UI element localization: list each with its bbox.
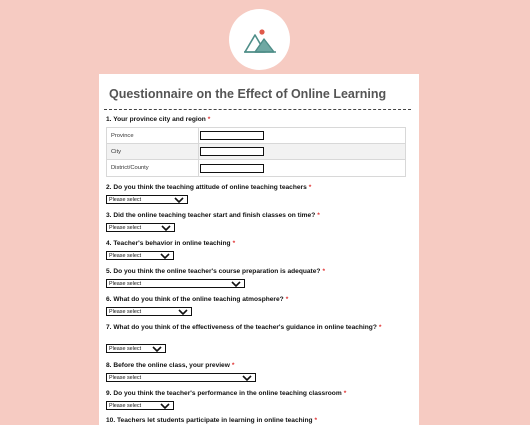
- question-5: 5. Do you think the online teacher's course preparation is adequate? *: [106, 268, 326, 275]
- address-row-province: [107, 128, 405, 144]
- title-divider: [104, 109, 411, 110]
- chevron-down-icon: [160, 403, 170, 409]
- province-input[interactable]: [200, 131, 264, 140]
- form-logo: [229, 9, 290, 70]
- chevron-down-icon: [174, 197, 184, 203]
- chevron-down-icon: [152, 346, 162, 352]
- address-table: [106, 127, 406, 177]
- question-8: 8. Before the online class, your preview *: [106, 362, 235, 369]
- mountain-logo-icon: [243, 27, 277, 53]
- question-2-select[interactable]: Please select: [106, 195, 188, 204]
- question-1: 1. Your province city and region *: [106, 116, 211, 123]
- address-row-city: [107, 144, 405, 160]
- chevron-down-icon: [178, 309, 188, 315]
- question-5-select[interactable]: Please select: [106, 279, 245, 288]
- chevron-down-icon: [161, 225, 171, 231]
- district-label: District/County: [107, 160, 199, 176]
- chevron-down-icon: [242, 375, 252, 381]
- required-mark: *: [207, 116, 211, 123]
- form-title: Questionnaire on the Effect of Online Learning: [109, 87, 387, 101]
- question-6: 6. What do you think of the online teaching atmosphere? *: [106, 296, 289, 303]
- question-6-select[interactable]: Please select: [106, 307, 192, 316]
- question-7: 7. What do you think of the effectiveness of the teacher's guidance in online teaching? *: [106, 324, 382, 331]
- question-7-select[interactable]: Please select: [106, 344, 166, 353]
- district-input[interactable]: [200, 164, 264, 173]
- chevron-down-icon: [231, 281, 241, 287]
- question-3: 3. Did the online teaching teacher start and finish classes on time? *: [106, 212, 320, 219]
- chevron-down-icon: [160, 253, 170, 259]
- province-label: Province: [107, 128, 199, 143]
- city-label: City: [107, 144, 199, 159]
- address-row-district: [107, 160, 405, 176]
- city-input[interactable]: [200, 147, 264, 156]
- question-2: 2. Do you think the teaching attitude of online teaching teachers *: [106, 184, 312, 191]
- question-9-select[interactable]: Please select: [106, 401, 174, 410]
- question-10: 10. Teachers let students participate in learning in online teaching *: [106, 417, 318, 424]
- question-4: 4. Teacher's behavior in online teaching *: [106, 240, 236, 247]
- question-3-select[interactable]: Please select: [106, 223, 175, 232]
- question-9: 9. Do you think the teacher's performance in the online teaching classroom *: [106, 390, 347, 397]
- form-card: [99, 74, 419, 425]
- question-8-select[interactable]: Please select: [106, 373, 256, 382]
- question-4-select[interactable]: Please select: [106, 251, 174, 260]
